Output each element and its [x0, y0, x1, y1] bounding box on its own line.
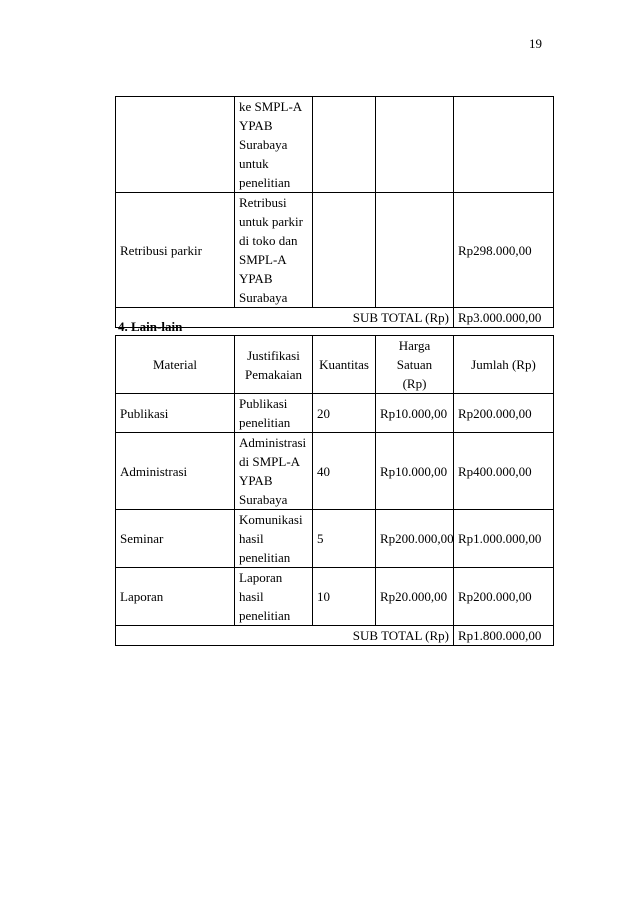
justification-line: Surabaya: [239, 492, 288, 507]
total-cell: [454, 97, 554, 193]
unit-price-cell: [376, 97, 454, 193]
header-justification-line: Justifikasi: [247, 347, 300, 363]
page-number: 19: [529, 36, 542, 51]
total-cell: Rp400.000,00: [454, 433, 554, 510]
total-cell: Rp200.000,00: [454, 568, 554, 626]
unit-price-cell: Rp10.000,00: [376, 433, 454, 510]
justification-line: ke SMPL-A: [239, 99, 303, 114]
quantity-cell: [313, 193, 376, 308]
table-row: [116, 394, 554, 433]
justification-line: YPAB: [239, 118, 273, 133]
justification-line: penelitian: [239, 415, 291, 430]
header-total: Jumlah (Rp): [454, 336, 554, 394]
material-cell: Retribusi parkir: [116, 193, 235, 308]
justification-cell: [235, 433, 313, 510]
header-material: Material: [116, 336, 235, 394]
budget-table-lain-lain: [115, 335, 554, 646]
material-cell: Laporan: [116, 568, 235, 626]
table-row: [116, 97, 554, 193]
justification-line: YPAB: [239, 271, 273, 286]
subtotal-row: [116, 626, 554, 646]
justification-line: Retribusi: [239, 195, 287, 210]
header-row: [116, 336, 554, 394]
justification-line: Surabaya: [239, 137, 288, 152]
section-heading: 4. Lain-lain: [118, 319, 183, 334]
unit-price-cell: Rp200.000,00: [376, 510, 454, 568]
header-justification: [235, 336, 313, 394]
quantity-cell: [313, 97, 376, 193]
unit-price-cell: [376, 193, 454, 308]
justification-line: Surabaya: [239, 290, 288, 305]
justification-line: Komunikasi: [239, 512, 303, 527]
total-cell: Rp200.000,00: [454, 394, 554, 433]
justification-line: SMPL-A: [239, 252, 287, 267]
justification-cell: [235, 97, 313, 193]
justification-line: penelitian: [239, 608, 291, 623]
total-cell: Rp1.000.000,00: [454, 510, 554, 568]
subtotal-value: Rp1.800.000,00: [454, 626, 554, 646]
quantity-cell: 5: [313, 510, 376, 568]
justification-line: Publikasi: [239, 396, 288, 411]
material-cell: Seminar: [116, 510, 235, 568]
table-row: [116, 433, 554, 510]
justification-line: penelitian: [239, 550, 291, 565]
quantity-cell: 40: [313, 433, 376, 510]
justification-cell: [235, 510, 313, 568]
table-row: [116, 568, 554, 626]
unit-price-cell: Rp20.000,00: [376, 568, 454, 626]
justification-cell: [235, 394, 313, 433]
subtotal-label: SUB TOTAL (Rp): [116, 626, 454, 646]
justification-line: di toko dan: [239, 233, 298, 248]
unit-price-cell: Rp10.000,00: [376, 394, 454, 433]
justification-line: untuk parkir: [239, 214, 303, 229]
justification-line: penelitian: [239, 175, 291, 190]
header-unit-price-line: Harga Satuan: [396, 338, 433, 372]
table-row: [116, 510, 554, 568]
material-cell: [116, 97, 235, 193]
subtotal-label: SUB TOTAL (Rp): [116, 308, 454, 328]
header-justification-line: Pemakaian: [244, 366, 303, 382]
quantity-cell: 20: [313, 394, 376, 433]
justification-line: di SMPL-A: [239, 454, 301, 469]
justification-line: Administrasi: [239, 435, 307, 450]
header-unit-price: [376, 336, 454, 394]
material-cell: Publikasi: [116, 394, 235, 433]
total-cell: Rp298.000,00: [454, 193, 554, 308]
quantity-cell: 10: [313, 568, 376, 626]
material-cell: Administrasi: [116, 433, 235, 510]
justification-cell: [235, 193, 313, 308]
justification-line: hasil: [239, 589, 264, 604]
header-quantity: Kuantitas: [313, 336, 376, 394]
justification-line: untuk: [239, 156, 269, 171]
justification-line: hasil: [239, 531, 264, 546]
justification-cell: [235, 568, 313, 626]
budget-table-continued: [115, 96, 554, 328]
header-unit-price-line: (Rp): [402, 376, 427, 391]
justification-line: Laporan: [239, 570, 283, 585]
subtotal-value: Rp3.000.000,00: [454, 308, 554, 328]
justification-line: YPAB: [239, 473, 273, 488]
table-row: [116, 193, 554, 308]
